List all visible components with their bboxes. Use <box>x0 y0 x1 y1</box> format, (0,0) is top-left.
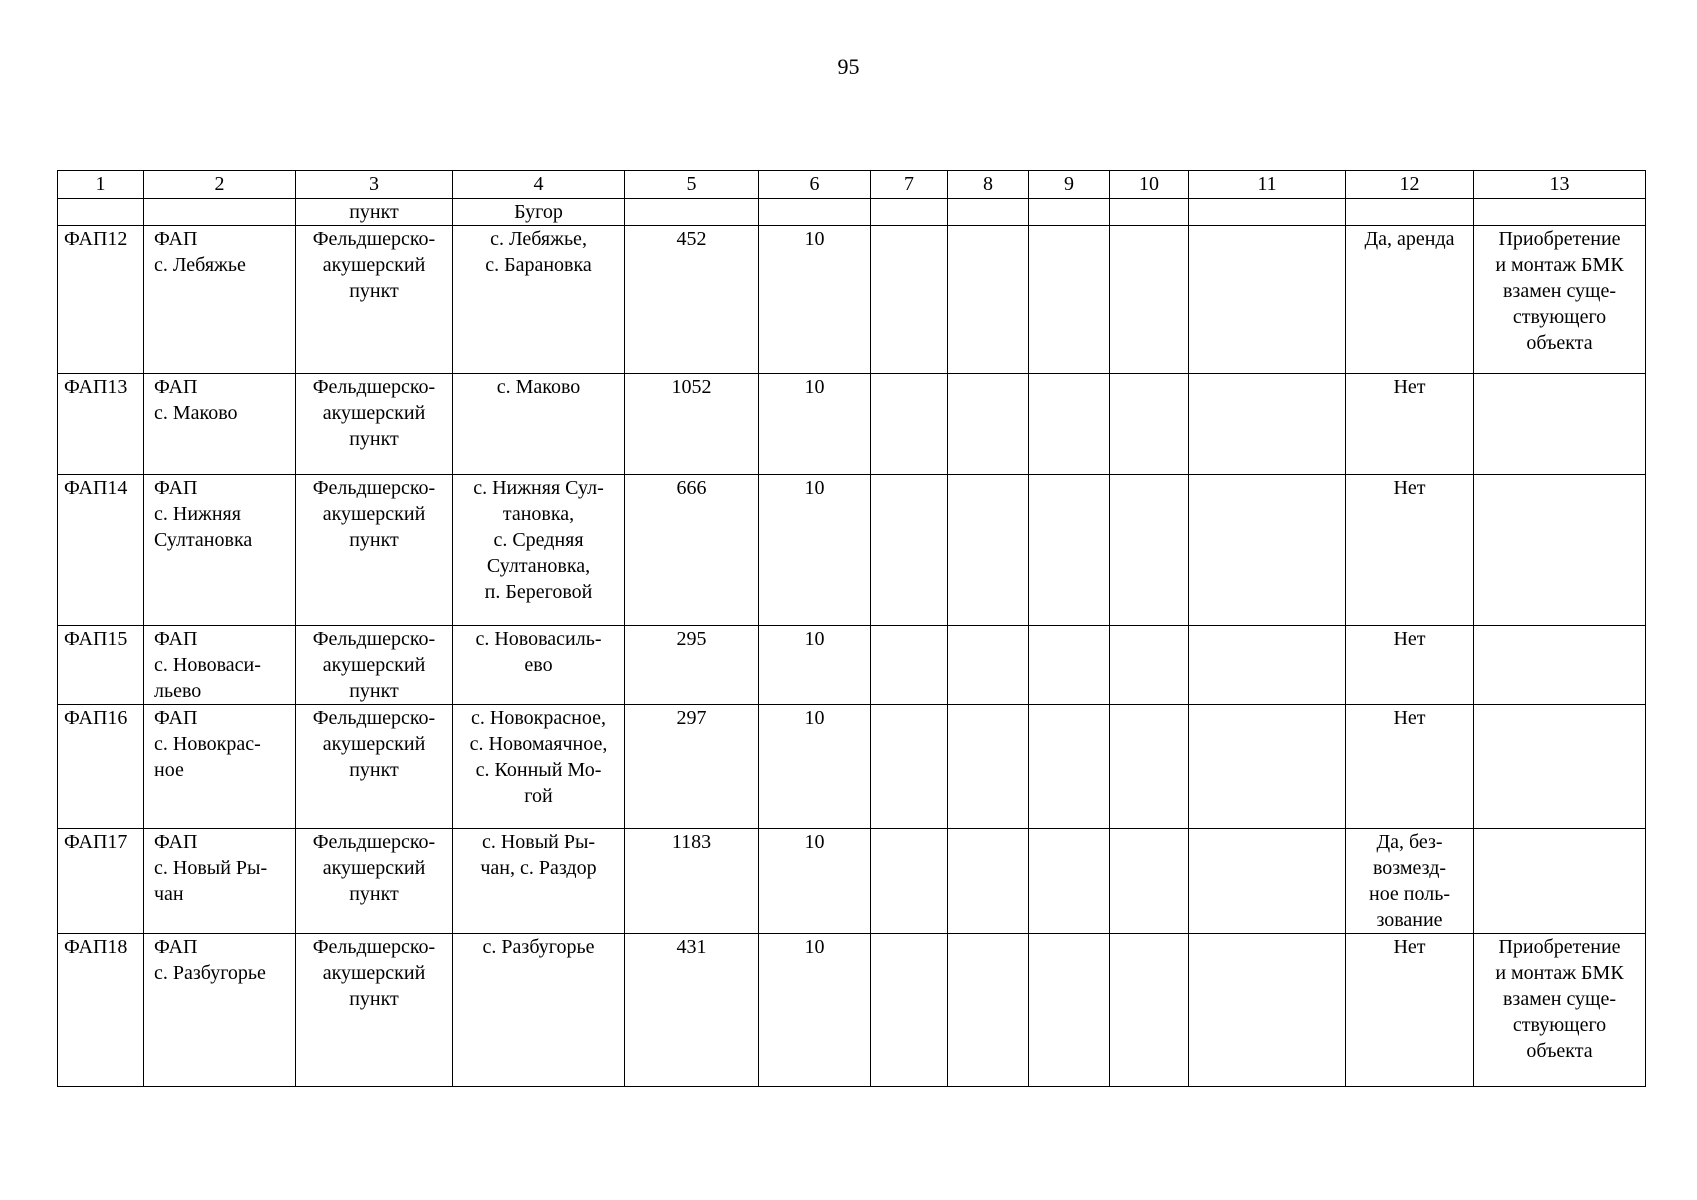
column-13-cell <box>1474 374 1646 475</box>
facility-name-cell-line: с. Разбугорье <box>154 962 266 984</box>
empty-cell <box>1029 705 1110 829</box>
facility-type-cell-line: Фельдшерско- <box>312 707 436 729</box>
settlements-cell <box>453 626 625 705</box>
column-12-cell-line: ное поль- <box>1368 883 1451 905</box>
empty-cell <box>1029 475 1110 626</box>
column-6-cell: 10 <box>759 475 871 626</box>
facility-type-cell <box>296 626 453 705</box>
column-number: 4 <box>453 171 625 199</box>
facility-id-cell: ФАП12 <box>58 226 144 374</box>
settlements-cell-line: с. Барановка <box>485 254 592 276</box>
column-13-cell <box>1474 829 1646 934</box>
table-row <box>58 475 1646 626</box>
facility-name-cell-line: ФАП <box>154 831 198 853</box>
table-row <box>58 374 1646 475</box>
facility-type-cell-line: акушерский <box>322 733 426 755</box>
column-12-cell-line: Нет <box>1393 707 1426 729</box>
table-body <box>58 171 1646 1087</box>
table-row <box>58 705 1646 829</box>
column-13-cell-line: взамен суще- <box>1502 988 1616 1010</box>
column-number: 5 <box>625 171 759 199</box>
column-12-cell <box>1346 705 1474 829</box>
settlements-cell <box>453 829 625 934</box>
settlements-cell-line: с. Нововасиль- <box>475 628 602 650</box>
settlements-cell-line: ево <box>524 654 553 676</box>
empty-cell <box>625 199 759 226</box>
settlements-cell-line: п. Береговой <box>484 581 593 603</box>
column-13-cell <box>1474 705 1646 829</box>
empty-cell <box>948 626 1029 705</box>
settlements-cell-line: с. Разбугорье <box>482 936 595 958</box>
population-cell: 452 <box>625 226 759 374</box>
empty-cell <box>948 829 1029 934</box>
column-13-cell-line: Приобретение <box>1498 936 1621 958</box>
settlements-cell-line: чан, с. Раздор <box>480 857 597 879</box>
facilities-table <box>57 170 1646 1087</box>
facility-name-cell-line: с. Новокрас- <box>154 733 261 755</box>
column-13-cell <box>1474 475 1646 626</box>
empty-cell <box>871 934 948 1087</box>
column-number: 12 <box>1346 171 1474 199</box>
facility-type-cell-line: Фельдшерско- <box>312 376 436 398</box>
facility-type-cell-line: Фельдшерско- <box>312 628 436 650</box>
empty-cell <box>948 705 1029 829</box>
facility-type-cell-line: акушерский <box>322 857 426 879</box>
settlements-cell <box>453 705 625 829</box>
column-12-cell <box>1346 374 1474 475</box>
column-12-cell-line: возмезд- <box>1372 857 1447 879</box>
table-row <box>58 934 1646 1087</box>
empty-cell <box>871 226 948 374</box>
settlements-cell <box>453 374 625 475</box>
facility-id-cell: ФАП13 <box>58 374 144 475</box>
column-number: 1 <box>58 171 144 199</box>
facility-type-cell <box>296 934 453 1087</box>
column-number: 9 <box>1029 171 1110 199</box>
empty-cell <box>1110 199 1189 226</box>
facility-name-cell-line: ФАП <box>154 707 198 729</box>
empty-cell <box>871 475 948 626</box>
facility-type-cell <box>296 374 453 475</box>
empty-cell <box>1189 374 1346 475</box>
column-12-cell-line: Нет <box>1393 376 1426 398</box>
empty-cell <box>1029 226 1110 374</box>
column-13-cell <box>1474 226 1646 374</box>
column-13-cell-line: ствующего <box>1512 1014 1607 1036</box>
facility-name-cell-line: ное <box>154 759 184 781</box>
empty-cell <box>1474 199 1646 226</box>
facility-type-cell-line: пункт <box>349 428 399 450</box>
facility-name-cell-line: ФАП <box>154 477 198 499</box>
column-6-cell: 10 <box>759 829 871 934</box>
settlements-cell-line: Султановка, <box>486 555 591 577</box>
continuation-settlement-cell: Бугор <box>453 199 625 226</box>
facility-type-cell-line: акушерский <box>322 254 426 276</box>
empty-cell <box>948 226 1029 374</box>
facility-type-cell-line: пункт <box>349 988 399 1010</box>
facility-type-cell <box>296 829 453 934</box>
empty-cell <box>1110 374 1189 475</box>
column-12-cell <box>1346 934 1474 1087</box>
facility-name-cell-line: с. Маково <box>154 402 238 424</box>
column-13-cell-line: взамен суще- <box>1502 280 1616 302</box>
column-12-cell <box>1346 829 1474 934</box>
settlements-cell-line: с. Лебяжье, <box>490 228 587 250</box>
facility-name-cell <box>144 226 296 374</box>
column-number: 7 <box>871 171 948 199</box>
column-number: 10 <box>1110 171 1189 199</box>
column-13-cell <box>1474 934 1646 1087</box>
column-12-cell <box>1346 475 1474 626</box>
facility-id-cell: ФАП15 <box>58 626 144 705</box>
facility-type-cell-line: Фельдшерско- <box>312 831 436 853</box>
facility-name-cell <box>144 475 296 626</box>
column-13-cell-line: и монтаж БМК <box>1495 962 1624 984</box>
settlements-cell <box>453 934 625 1087</box>
empty-cell <box>1029 626 1110 705</box>
column-number: 6 <box>759 171 871 199</box>
settlements-cell-line: с. Маково <box>496 376 581 398</box>
facility-type-cell-line: Фельдшерско- <box>312 477 436 499</box>
population-cell: 1052 <box>625 374 759 475</box>
empty-cell <box>1110 226 1189 374</box>
empty-cell <box>871 829 948 934</box>
column-6-cell: 10 <box>759 705 871 829</box>
empty-cell <box>1189 829 1346 934</box>
facility-name-cell-line: ФАП <box>154 628 198 650</box>
column-number: 3 <box>296 171 453 199</box>
empty-cell <box>144 199 296 226</box>
facility-name-cell-line: с. Лебяжье <box>154 254 246 276</box>
facility-type-cell-line: акушерский <box>322 654 426 676</box>
facility-type-cell-line: акушерский <box>322 402 426 424</box>
settlements-cell-line: с. Средняя <box>493 529 584 551</box>
table-row <box>58 226 1646 374</box>
empty-cell <box>871 705 948 829</box>
population-cell: 297 <box>625 705 759 829</box>
column-number: 8 <box>948 171 1029 199</box>
facility-id-cell: ФАП16 <box>58 705 144 829</box>
empty-cell <box>948 199 1029 226</box>
empty-cell <box>871 199 948 226</box>
empty-cell <box>871 626 948 705</box>
facility-type-cell-line: пункт <box>349 529 399 551</box>
column-6-cell: 10 <box>759 374 871 475</box>
empty-cell <box>1029 934 1110 1087</box>
column-6-cell: 10 <box>759 934 871 1087</box>
column-13-cell-line: объекта <box>1526 1040 1593 1062</box>
column-13-cell-line: объекта <box>1526 332 1593 354</box>
empty-cell <box>759 199 871 226</box>
column-12-cell-line: Да, аренда <box>1364 228 1455 250</box>
column-6-cell: 10 <box>759 226 871 374</box>
facility-name-cell-line: ФАП <box>154 376 198 398</box>
column-13-cell-line: и монтаж БМК <box>1495 254 1624 276</box>
facility-name-cell-line: с. Нижняя <box>154 503 241 525</box>
column-6-cell: 10 <box>759 626 871 705</box>
empty-cell <box>1189 475 1346 626</box>
facility-id-cell: ФАП17 <box>58 829 144 934</box>
facility-name-cell-line: льево <box>154 680 202 702</box>
column-12-cell <box>1346 226 1474 374</box>
column-12-cell <box>1346 626 1474 705</box>
facility-name-cell <box>144 626 296 705</box>
column-number: 2 <box>144 171 296 199</box>
facility-type-cell-line: акушерский <box>322 962 426 984</box>
settlements-cell-line: с. Новый Ры- <box>481 831 596 853</box>
population-cell: 431 <box>625 934 759 1087</box>
empty-cell <box>1110 626 1189 705</box>
column-13-cell-line: Приобретение <box>1498 228 1621 250</box>
settlements-cell-line: с. Новомаячное, <box>469 733 608 755</box>
facility-name-cell-line: ФАП <box>154 936 198 958</box>
facility-type-cell <box>296 475 453 626</box>
facility-type-cell-line: пункт <box>349 680 399 702</box>
empty-cell <box>948 475 1029 626</box>
facility-type-cell <box>296 226 453 374</box>
facility-name-cell <box>144 829 296 934</box>
settlements-cell-line: тановка, <box>502 503 575 525</box>
column-12-cell-line: Нет <box>1393 936 1426 958</box>
column-12-cell-line: Да, без- <box>1376 831 1443 853</box>
facility-name-cell <box>144 374 296 475</box>
page-number: 95 <box>837 54 860 79</box>
facility-type-cell <box>296 705 453 829</box>
facility-type-cell-line: Фельдшерско- <box>312 936 436 958</box>
settlements-cell <box>453 226 625 374</box>
column-number: 13 <box>1474 171 1646 199</box>
population-cell: 666 <box>625 475 759 626</box>
empty-cell <box>1189 626 1346 705</box>
empty-cell <box>948 374 1029 475</box>
column-number: 11 <box>1189 171 1346 199</box>
facility-name-cell <box>144 934 296 1087</box>
empty-cell <box>948 934 1029 1087</box>
column-number-row <box>58 171 1646 199</box>
facility-type-cell-line: Фельдшерско- <box>312 228 436 250</box>
empty-cell <box>871 374 948 475</box>
population-cell: 1183 <box>625 829 759 934</box>
facility-id-cell: ФАП14 <box>58 475 144 626</box>
column-12-cell-line: зование <box>1376 909 1443 931</box>
column-13-cell <box>1474 626 1646 705</box>
facility-type-cell-line: пункт <box>349 883 399 905</box>
column-12-cell-line: Нет <box>1393 628 1426 650</box>
empty-cell <box>1189 705 1346 829</box>
empty-cell <box>1346 199 1474 226</box>
empty-cell <box>1110 829 1189 934</box>
continuation-row <box>58 199 1646 226</box>
empty-cell <box>1110 705 1189 829</box>
facility-type-cell-line: пункт <box>349 280 399 302</box>
facility-name-cell-line: с. Нововаси- <box>154 654 261 676</box>
column-12-cell-line: Нет <box>1393 477 1426 499</box>
empty-cell <box>1029 199 1110 226</box>
population-cell: 295 <box>625 626 759 705</box>
empty-cell <box>1189 934 1346 1087</box>
facility-name-cell-line: с. Новый Ры- <box>154 857 268 879</box>
empty-cell <box>1110 934 1189 1087</box>
settlements-cell-line: с. Конный Мо- <box>475 759 602 781</box>
table-row <box>58 626 1646 705</box>
column-13-cell-line: ствующего <box>1512 306 1607 328</box>
facility-name-cell-line: чан <box>154 883 184 905</box>
empty-cell <box>1029 374 1110 475</box>
facility-type-cell-line: пункт <box>349 759 399 781</box>
settlements-cell-line: гой <box>524 785 553 807</box>
facility-name-cell <box>144 705 296 829</box>
settlements-cell-line: с. Новокрасное, <box>471 707 606 729</box>
continuation-type-cell: пункт <box>296 199 453 226</box>
empty-cell <box>1029 829 1110 934</box>
settlements-cell-line: с. Нижняя Сул- <box>473 477 604 499</box>
facility-name-cell-line: Султановка <box>154 529 253 551</box>
empty-cell <box>1110 475 1189 626</box>
empty-cell <box>58 199 144 226</box>
facility-id-cell: ФАП18 <box>58 934 144 1087</box>
facility-type-cell-line: акушерский <box>322 503 426 525</box>
settlements-cell <box>453 475 625 626</box>
empty-cell <box>1189 226 1346 374</box>
facility-name-cell-line: ФАП <box>154 228 198 250</box>
empty-cell <box>1189 199 1346 226</box>
table-row <box>58 829 1646 934</box>
